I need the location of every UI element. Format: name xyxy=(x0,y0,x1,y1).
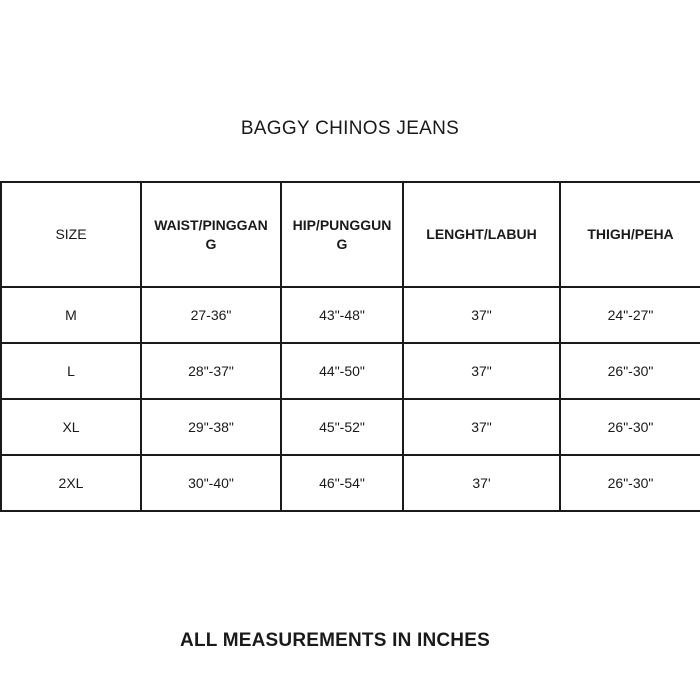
cell-waist: 28"-37" xyxy=(141,343,281,399)
chart-title: BAGGY CHINOS JEANS xyxy=(240,118,460,139)
table-row xyxy=(1,343,700,399)
cell-size: 2XL xyxy=(1,455,141,511)
cell-waist: 30"-40" xyxy=(141,455,281,511)
measurement-note: ALL MEASUREMENTS IN INCHES xyxy=(180,630,490,651)
cell-waist: 27-36" xyxy=(141,287,281,343)
table-row xyxy=(1,455,700,511)
header-waist: WAIST/PINGGANG xyxy=(141,182,281,287)
cell-size: L xyxy=(1,343,141,399)
cell-thigh: 24"-27" xyxy=(560,287,700,343)
cell-hip: 45"-52" xyxy=(281,399,403,455)
header-hip: HIP/PUNGGUNG xyxy=(281,182,403,287)
table-row xyxy=(1,399,700,455)
cell-size: XL xyxy=(1,399,141,455)
cell-hip: 43"-48" xyxy=(281,287,403,343)
cell-thigh: 26"-30" xyxy=(560,343,700,399)
cell-size: M xyxy=(1,287,141,343)
cell-length: 37" xyxy=(403,399,560,455)
cell-hip: 44"-50" xyxy=(281,343,403,399)
header-thigh: THIGH/PEHA xyxy=(560,182,700,287)
cell-length: 37" xyxy=(403,343,560,399)
cell-hip: 46"-54" xyxy=(281,455,403,511)
cell-length: 37" xyxy=(403,287,560,343)
header-size: SIZE xyxy=(1,182,141,287)
table-row xyxy=(1,287,700,343)
cell-thigh: 26"-30" xyxy=(560,399,700,455)
size-chart-table xyxy=(0,181,700,512)
cell-thigh: 26"-30" xyxy=(560,455,700,511)
header-row xyxy=(1,182,700,287)
cell-length: 37' xyxy=(403,455,560,511)
header-length: LENGHT/LABUH xyxy=(403,182,560,287)
cell-waist: 29"-38" xyxy=(141,399,281,455)
